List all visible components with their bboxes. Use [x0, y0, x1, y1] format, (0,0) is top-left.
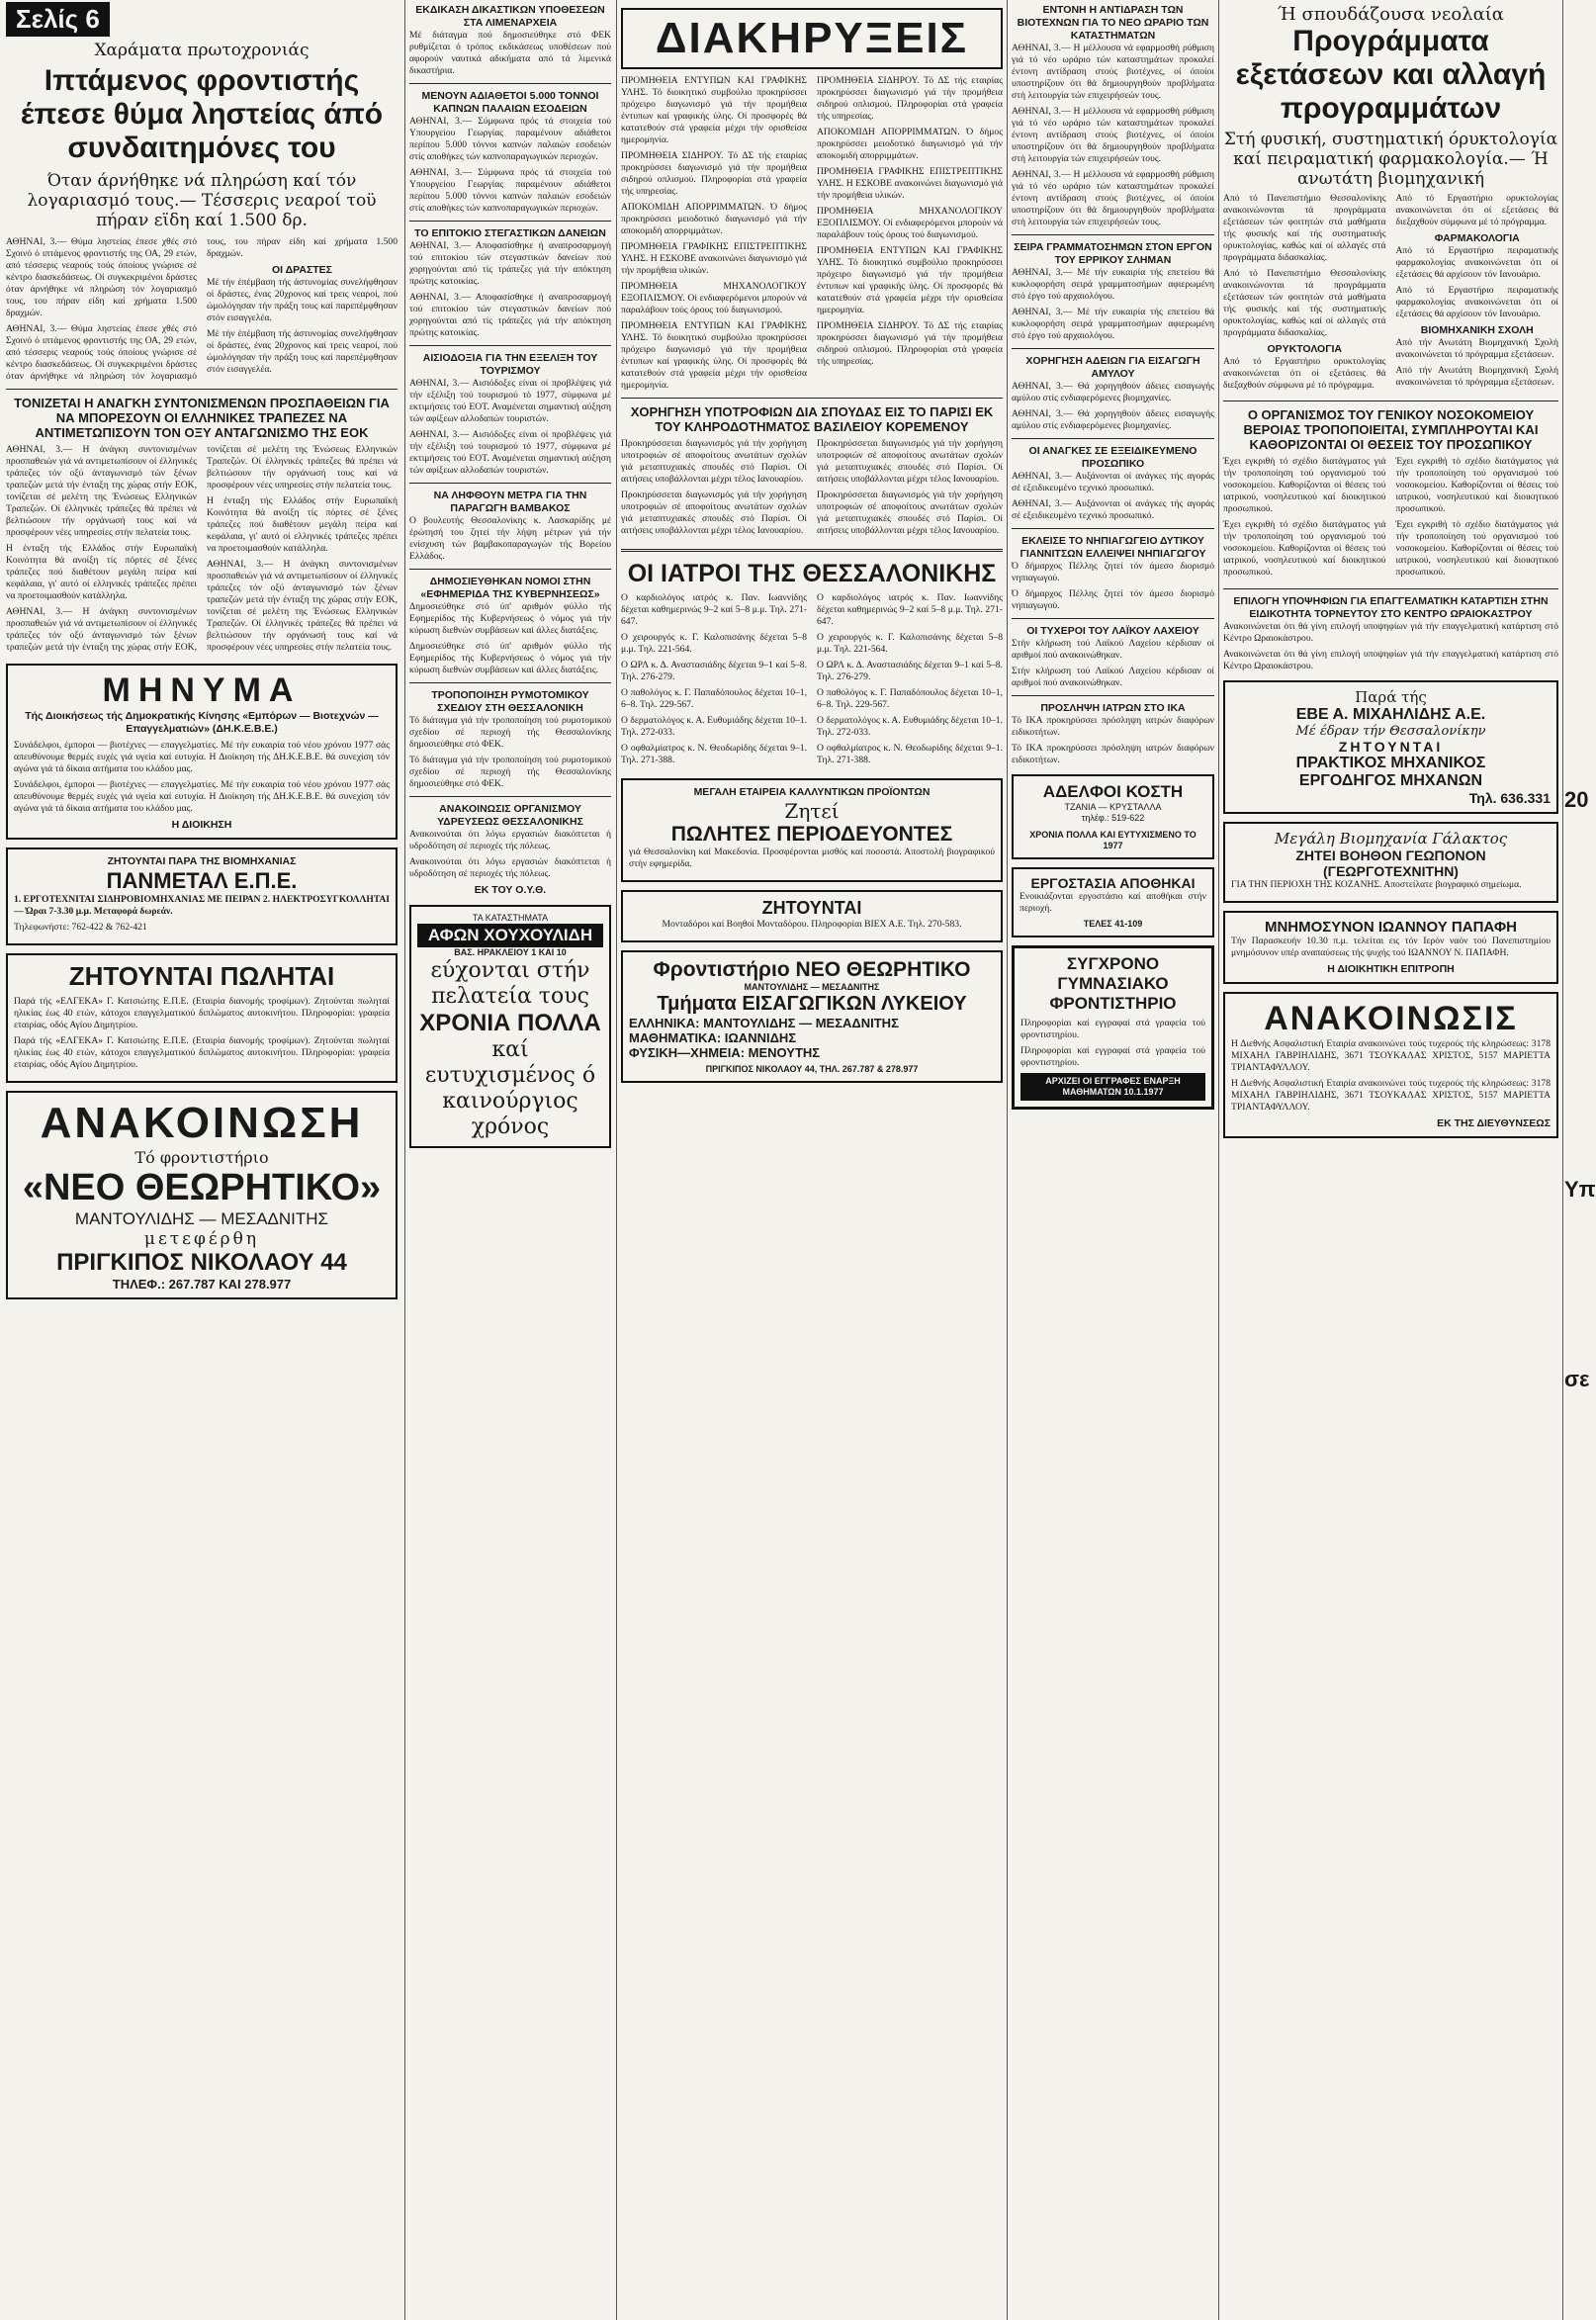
article-body: Από τό Εργαστήριο ορυκτολογίας ανακοινώνεται ότι οί εξετάσεις θά διεξαχθούν σύμφωνα μέ τό πρόγραμμα. [1395, 193, 1558, 227]
article-body: ΑΘΗΝΑΙ, 3.— Αυξάνονται οί ανάγκες τής αγοράς σέ εξειδικευμένο τεχνικό προσωπικό. [1012, 471, 1214, 493]
tender-item: ΠΡΟΜΗΘΕΙΑ ΕΝΤΥΠΩΝ ΚΑΙ ΓΡΑΦΙΚΗΣ ΥΛΗΣ. Τό διοικητικό συμβούλιο προκηρύσσει πρόχειρο διαγωνισμό γιά τήν προμήθεια έντυπων καί γραφικής ύλης. Οί προσφορές θά κατατεθούν στά γραφεία μέχρι τήν ορισθείσα ημερομηνία. [817, 245, 1003, 315]
ad-kosti [1012, 774, 1214, 859]
ad-body: 1. ΕΡΓΟΤΕΧΝΙΤΑΙ ΣΙΔΗΡΟΒΙΟΜΗΧΑΝΙΑΣ ΜΕ ΠΕΙΡΑΝ 2. ΗΛΕΚΤΡΟΣΥΓΚΟΛΛΗΤΑΙ — Ώραι 7-3.30 μ.μ. Μεταφορά δωρεάν. [14, 894, 390, 917]
ad-gymnasium [1012, 945, 1214, 1110]
article-body: ΑΘΗΝΑΙ, 3.— Θύμα ληστείας έπεσε χθές στό Σχοινό ό ιπτάμενος φροντιστής της ΟΑ, 29 ετών, από τέσσερις νεαρούς τούς όποίους γνώρισε σέ κέντρο διασκεδάσεως. Οί συγκεκριμένοι δράστες όταν άρνήθηκε νά πληρώση τόν λογαριασμό τους, του πήραν είδη καί χρήματα 1.500 δραχμών. [6, 236, 197, 318]
ad-line: ΦΥΣΙΚΗ—ΧΗΜΕΙΑ: ΜΕΝΟΥΤΗΣ [629, 1045, 821, 1060]
ad-signature: Η ΔΙΟΙΚΗΣΗ [171, 819, 232, 831]
article-body: ΑΘΗΝΑΙ, 3.— Αυξάνονται οί ανάγκες τής αγοράς σέ εξειδικευμένο τεχνικό προσωπικό. [1012, 498, 1214, 521]
tender-item: ΠΡΟΜΗΘΕΙΑ ΓΡΑΦΙΚΗΣ ΕΠΙΣΤΡΕΠΤΙΚΗΣ ΥΛΗΣ. Η ΕΣΚΟΒΕ ανακοινώνει διαγωνισμό γιά τήν προμήθεια υλικών. [621, 241, 807, 276]
doctor-listing: Ο ΩΡΛ κ. Δ. Αναστασιάδης δέχεται 9–1 καί 5–8. Τηλ. 276-279. [817, 660, 1003, 682]
ad-title: ΜΝΗΜΟΣΥΝΟΝ ΙΩΑΝΝΟΥ ΠΑΠΑΦΗ [1264, 918, 1517, 936]
article-body: Έχει εγκριθή τό σχέδιο διατάγματος γιά τήν τροποποίηση τού οργανισμού τού νοσοκομείου. Καθορίζονται οί θέσεις τού ιατρικού, νοσηλευτικού καί διοικητικού προσωπικού. [1395, 518, 1558, 578]
ad-name: ΖΗΤΕΙ ΒΟΗΘΟΝ ΓΕΩΠΟΝΟΝ (ΓΕΩΡΓΟΤΕΧΝΙΤΗΝ) [1295, 847, 1486, 879]
ad-heading: ΤΑ ΚΑΤΑΣΤΗΜΑΤΑ [472, 913, 549, 923]
ad-factory [1012, 867, 1214, 937]
doctor-listing: Ο καρδιολόγος ιατρός κ. Παν. Ιωαννίδης δέχεται καθημερινώς 9–2 καί 5–8 μ.μ. Τηλ. 271-647. [817, 592, 1003, 627]
ad-line: ΜΑΝΤΟΥΛΙΔΗΣ — ΜΕΣΑΔΝΙΤΗΣ [74, 1209, 329, 1228]
doctor-listing: Ο καρδιολόγος ιατρός κ. Παν. Ιωαννίδης δέχεται καθημερινώς 9–2 καί 5–8 μ.μ. Τηλ. 271-647. [621, 592, 807, 627]
headline: ΣΕΙΡΑ ΓΡΑΜΜΑΤΟΣΗΜΩΝ ΣΤΟΝ ΕΡΓΟΝ ΤΟΥ ΕΡΡΙΚΟΥ ΣΛΗΜΑΝ [1014, 241, 1212, 266]
ad-footer: ΠΡΙΓΚΙΠΟΣ ΝΙΚΟΛΑΟΥ 44, ΤΗΛ. 267.787 & 278.977 [705, 1064, 919, 1074]
subheading: ΦΑΡΜΑΚΟΛΟΓΙΑ [1434, 232, 1520, 244]
column-rule [616, 0, 617, 2320]
ad-job: ΕΡΓΟΔΗΓΟΣ ΜΗΧΑΝΩΝ [1298, 771, 1483, 789]
ad-address: ΠΡΙΓΚΙΠΟΣ ΝΙΚΟΛΑΟΥ 44 [56, 1249, 347, 1276]
ad-wish: ΧΡΟΝΙΑ ΠΟΛΛΑ ΚΑΙ ΕΥΤΥΧΙΣΜΕΝΟ ΤΟ 1977 [1029, 830, 1197, 850]
headline-hospital: Ο ΟΡΓΑΝΙΣΜΟΣ ΤΟΥ ΓΕΝΙΚΟΥ ΝΟΣΟΚΟΜΕΙΟΥ ΒΕΡΟΙΑΣ ΤΡΟΠΟΠΟΙΕΙΤΑΙ, ΣΥΜΠΛΗΡΟΥΤΑΙ ΚΑΙ ΚΑΘΟΡΙΖΟΝΤΑΙ ΟΙ ΘΕΣΕΙΣ ΤΟΥ ΠΡΟΣΩΠΙΚΟΥ [1243, 406, 1539, 452]
doctor-listing: Ο οφθαλμίατρος κ. Ν. Θεοδωρίδης δέχεται 9–1. Τηλ. 271-388. [817, 743, 1003, 765]
article-body: Προκηρύσσεται διαγωνισμός γιά τήν χορήγηση υποτροφιών σέ αποφοίτους ανωτάτων σχολών γιά μεταπτυχιακές σπουδές στό Παρίσι. Οί αιτήσεις υποβάλλονται μέχρι τέλος Ιανουαρίου. [817, 490, 1003, 536]
ad-footer: ΑΡΧΙΖΕΙ ΟΙ ΕΓΓΡΑΦΕΣ ΕΝΑΡΞΗ ΜΑΘΗΜΑΤΩΝ 10.1.1977 [1020, 1073, 1205, 1101]
ad-line: ΕΛΛΗΝΙΚΑ: ΜΑΝΤΟΥΛΙΔΗΣ — ΜΕΣΑΔΝΙΤΗΣ [629, 1016, 899, 1030]
ad-memorial [1223, 911, 1558, 984]
ad-cosmetics [621, 778, 1003, 882]
article-kicker: Ή σπουδάζουσα νεολαία [1278, 4, 1504, 25]
headline-robbery: Ιπτάμενος φροντιστής έπεσε θύμα ληστείας άπό συνδαιτημόνες του [20, 64, 384, 164]
ad-sub: ΜΑΝΤΟΥΛΙΔΗΣ — ΜΕΣΑΔΝΙΤΗΣ [744, 982, 880, 992]
headline: ΟΙ ΤΥΧΕΡΟΙ ΤΟΥ ΛΑΪΚΟΥ ΛΑΧΕΙΟΥ [1026, 625, 1199, 637]
ad-body: Τήν Παρασκευήν 10.30 π.μ. τελείται εις τόν Ιερόν ναόν τού Πανεπιστημίου μνημόσυνον υπέρ αναπαύσεως τής ψυχής τού ΙΩΑΝΝΟΥ Ν. ΠΑΠΑΦΗ. [1231, 935, 1551, 958]
tender-item: ΑΠΟΚΟΜΙΔΗ ΑΠΟΡΡΙΜΜΑΤΩΝ. Ό δήμος προκηρύσσει μειοδοτικό διαγωνισμό γιά τήν αποκομιδή απορριμμάτων. [817, 127, 1003, 161]
ad-montage [621, 890, 1003, 942]
article-body: Στήν κλήρωση τού Λαϊκού Λαχείου κέρδισαν οί αριθμοί πού ανακοινώθηκαν. [1012, 666, 1214, 688]
ad-phone: Τηλεφωνήστε: 762-422 & 762-421 [14, 922, 147, 933]
ad-wish: ΧΡΟΝΙΑ ΠΟΛΛΑ [419, 1010, 601, 1036]
ad-body: Ενοικιάζονται εργοστάσιο καί αποθήκαι στήν περιοχή. [1020, 891, 1206, 914]
tender-item: ΠΡΟΜΗΘΕΙΑ ΜΗΧΑΝΟΛΟΓΙΚΟΥ ΕΞΟΠΛΙΣΜΟΥ. Οί ενδιαφερόμενοι μπορούν νά παραλάβουν τούς όρους τού διαγωνισμού. [621, 281, 807, 315]
doctor-listing: Ο χειρουργός κ. Γ. Καλοπισάνης δέχεται 5–8 μ.μ. Τηλ. 221-564. [621, 632, 807, 655]
headline: ΑΝΑΚΟΙΝΩΣΙΣ ΟΡΓΑΝΙΣΜΟΥ ΥΔΡΕΥΣΕΩΣ ΘΕΣΣΑΛΟΝΙΚΗΣ [437, 803, 583, 828]
ad-company: ΕΒΕ Α. ΜΙΧΑΗΛΙΔΗΣ Α.Ε. [1295, 705, 1486, 723]
article-body: ΑΘΗΝΑΙ, 3.— Θύμα ληστείας έπεσε χθές στό Σχοινό ό ιπτάμενος φροντιστής της ΟΑ, 29 ετών, από τέσσερις νεαρούς τούς όποίους γνώρισε σέ κέντρο διασκεδάσεως. Οί συγκεκριμένοι δράστες όταν άρνήθηκε νά πληρώση τόν λογαριασμό τους, του πήραν είδη καί χρήματα 1.500 δραχμών. [6, 236, 398, 382]
tender-item: ΠΡΟΜΗΘΕΙΑ ΣΙΔΗΡΟΥ. Τό ΔΣ τής εταιρίας προκηρύσσει διαγωνισμό γιά τήν προμήθεια σιδηρού οπλισμού. Πληροφορίαι στά γραφεία τής υπηρεσίας. [817, 320, 1003, 367]
ad-wish2: καί ευτυχισμένος ό καινούργιος χρόνος [424, 1037, 596, 1139]
ad-sub: Ζητεί [784, 799, 840, 823]
ad-salesmen [6, 953, 398, 1083]
article-body: ΑΘΗΝΑΙ, 3.— Σύμφωνα πρός τά στοιχεία τού Υπουργείου Γεωργίας παραμένουν αδιάθετοι περίπου 5.000 τόννοι καπνών παλαιών εσοδειών στίς αποθήκες τών καπνοπαραγωγικών περιοχών. [409, 167, 611, 214]
ad-body: Μονταδόροι καί Βοηθοί Μονταδόρου. Πληροφορίαι ΒΙΕΧ Α.Ε. Τηλ. 270-583. [662, 919, 962, 930]
ad-body: Συνάδελφοι, έμποροι — βιοτέχνες — επαγγελματίες. Μέ τήν ευκαιρία τού νέου χρόνου 1977 σάς απευθύνουμε θερμές ευχές γιά υγεία καί ευτυχία. Η Διοίκηση τής ΔΗ.Κ.Ε.Β.Ε. θά συνεχίση τόν αγώνα γιά τά δίκαια αιτήματα του κλάδου μας. [14, 779, 390, 814]
article-body: ΑΘΗΝΑΙ, 3.— Η άνάγκη συντονισμένων προσπαθειών γιά νά αντιμετωπίσουν οί έλληνικές τράπεζες τόν οξύ άνταγωνισμό τών ξένων τραπεζών μετά τήν ένταξη της χώρας στήν ΕΟΚ, τονίζεται σέ μελέτη της Ένώσεως Ελληνικών Τραπεζών. Οί έλληνικές τράπεζες θά πρέπει νά βελτιώσουν τήν οργάνωσή τους καί νά προσφέρουν νέες υπηρεσίες στήν πελατεία τους. [207, 559, 398, 653]
ad-name: «ΝΕΟ ΘΕΩΡΗΤΙΚΟ» [22, 1167, 382, 1208]
headline: ΕΚΔΙΚΑΣΗ ΔΙΚΑΣΤΙΚΩΝ ΥΠΟΘΕΣΕΩΝ ΣΤΑ ΛΙΜΕΝΑΡΧΕΙΑ [415, 4, 605, 29]
ad-section: Τμήματα ΕΙΣΑΓΩΓΙΚΩΝ ΛΥΚΕΙΟΥ [657, 993, 967, 1015]
ad-title: ΑΝΑΚΟΙΝΩΣΗ [40, 1099, 364, 1147]
ad-subtitle: Τής Διοικήσεως τής Δημοκρατικής Κίνησης «Εμπόρων — Βιοτεχνών — Επαγγελματιών» (ΔΗ.Κ.Ε.Β.Ε.) [25, 710, 379, 735]
ad-sub: ΤΖΑΝΙΑ — ΚΡΥΣΤΑΛΛΑ [1064, 802, 1162, 812]
article-body: Τό ΙΚΑ προκηρύσσει πρόσληψη ιατρών διαφόρων ειδικοτήτων. [1012, 715, 1214, 738]
article-body: Μέ τήν έπέμβαση τής άστυνομίας συνελήφθησαν οί δράστες, ένας 20χρονος καί τρεις νεαροί, πού ώμολόγησαν τήν πράξη τους καί παρεπέμφθησαν στόν εισαγγελέα. [207, 277, 398, 323]
headline: ΝΑ ΛΗΦΘΟΥΝ ΜΕΤΡΑ ΓΙΑ ΤΗΝ ΠΑΡΑΓΩΓΗ ΒΑΜΒΑΚΟΣ [433, 490, 587, 514]
ad-title: ΕΡΓΟΣΤΑΣΙΑ ΑΠΟΘΗΚΑΙ [1030, 875, 1196, 891]
ad-line: Μέ έδραν τήν Θεσσαλονίκην [1295, 723, 1486, 739]
headline: ΤΡΟΠΟΠΟΙΗΣΗ ΡΥΜΟΤΟΜΙΚΟΥ ΣΧΕΔΙΟΥ ΣΤΗ ΘΕΣΣΑΛΟΝΙΚΗ [431, 689, 589, 714]
ad-body: γιά Θεσσαλονίκη καί Μακεδονία. Προσφέρονται μισθός καί ποσοστά. Αποστολή βιογραφικού στήν εφημερίδα. [629, 847, 995, 869]
doctor-listing: Ο παθολόγος κ. Γ. Παπαδόπουλος δέχεται 10–1, 6–8. Τηλ. 229-567. [817, 687, 1003, 710]
column-3 [621, 0, 1003, 2320]
column-rule [1218, 0, 1219, 2320]
headline-banks: ΤΟΝΙΖΕΤΑΙ Η ΑΝΑΓΚΗ ΣΥΝΤΟΝΙΣΜΕΝΩΝ ΠΡΟΣΠΑΘΕΙΩΝ ΓΙΑ ΝΑ ΜΠΟΡΕΣΟΥΝ ΟΙ ΕΛΛΗΝΙΚΕΣ ΤΡΑΠΕΖΕΣ ΝΑ ΑΝΤΙΜΕΤΩΠΙΣΟΥΝ ΤΟΝ ΟΞΥ ΑΝΤΑΓΩΝΙΣΜΟ ΤΗΣ ΕΟΚ [14, 396, 390, 440]
edge-fragment: σε [1564, 1367, 1590, 1391]
edge-fragment: 20 [1564, 787, 1589, 812]
article-body: Στήν κλήρωση τού Λαϊκού Λαχείου κέρδισαν οί αριθμοί πού ανακοινώθηκαν. [1012, 638, 1214, 661]
article-body: Έχει εγκριθή τό σχέδιο διατάγματος γιά τήν τροποποίηση τού οργανισμού τού νοσοκομείου. Καθορίζονται οί θέσεις τού ιατρικού, νοσηλευτικού καί διοικητικού προσωπικού. [1223, 455, 1386, 514]
article-body: Ανακοινώνεται ότι θά γίνη επιλογή υποψηφίων γιά τήν επαγγελματική κατάρτιση στό Κέντρο Ωραιοκάστρου. [1223, 620, 1558, 644]
doctor-listing: Ο δερματολόγος κ. Α. Ευθυμιάδης δέχεται 10–1. Τηλ. 272-033. [817, 715, 1003, 738]
ad-company: ΠΑΝΜΕΤΑΛ Ε.Π.Ε. [106, 868, 298, 893]
ad-line: μετεφέρθη [143, 1229, 260, 1249]
ad-phone: Τηλ. 636.331 [1468, 789, 1551, 806]
edge-fragment: Υπ [1564, 1177, 1596, 1202]
article-deck: Στή φυσική, συστηματική όρυκτολογία καί πειραματική φαρμακολογία.— Ή ανωτάτη βιομηχανική [1223, 130, 1558, 189]
article-body: Τό ΙΚΑ προκηρύσσει πρόσληψη ιατρών διαφόρων ειδικοτήτων. [1012, 743, 1214, 765]
article-body: Δημοσιεύθηκε στό ύπ' αριθμόν φύλλο τής Εφημερίδος τής Κυβερνήσεως ό νόμος γιά τήν κύρωση διεθνών συμβάσεων καί άλλες διατάξεις. [409, 641, 611, 675]
article-body: ΑΘΗΝΑΙ, 3.— Η μέλλουσα νά εφαρμοσθή ρύθμιση γιά τό νέο ωράριο τών καταστημάτων προκαλεί έντονη αντίδραση στούς βιοτέχνες, οί όποίοι υποστηρίζουν ότι θά δημιουργηθούν προβλήματα στή λειτουργία τών επιχειρήσεών τους. [1012, 106, 1214, 164]
subheading: ΟΡΥΚΤΟΛΟΓΙΑ [1267, 343, 1343, 355]
article-body: Έχει εγκριθή τό σχέδιο διατάγματος γιά τήν τροποποίηση τού οργανισμού τού νοσοκομείου. Καθορίζονται οί θέσεις τού ιατρικού, νοσηλευτικού καί διοικητικού προσωπικού. [1223, 518, 1386, 578]
ad-body: Παρά τής «ΕΛΓΕΚΑ» Γ. Κατσιώτης Ε.Π.Ε. (Εταιρία διανομής τροφίμων). Ζητούνται πωληταί ηλικίας έως 40 ετών, κάτοχοι επαγγελματικού διπλώματος αυτοκινήτου. Πληροφορίαι: γραφεία εταιρίας, οδός Αγίου Δημητρίου. [14, 996, 390, 1030]
article-body: Ανακοινούται ότι λόγω εργασιών διακόπτεται ή υδροδότηση σέ περιοχές τής πόλεως. [409, 856, 611, 879]
article-body: Ανακοινώνεται ότι θά γίνη επιλογή υποψηφίων γιά τήν επαγγελματική κατάρτιση στό Κέντρο Ωραιοκάστρου. [1223, 648, 1558, 671]
headline-lathe: ΕΠΙΛΟΓΗ ΥΠΟΨΗΦΙΩΝ ΓΙΑ ΕΠΑΓΓΕΛΜΑΤΙΚΗ ΚΑΤΑΡΤΙΣΗ ΣΤΗΝ ΕΙΔΙΚΟΤΗΤΑ ΤΟΡΝΕΥΤΟΥ ΣΤΟ ΚΕΝΤΡΟ ΩΡΑΙΟΚΑΣΤΡΟΥ [1233, 594, 1549, 620]
ad-announcements [1223, 992, 1558, 1138]
ad-heading: ΜΕΓΑΛΗ ΕΤΑΙΡΕΙΑ ΚΑΛΛΥΝΤΙΚΩΝ ΠΡΟΪΟΝΤΩΝ [693, 786, 931, 798]
column-left [6, 0, 398, 2320]
ad-phone: τηλέφ.: 519-622 [1081, 813, 1145, 823]
ad-body: Η Διεθνής Ασφαλιστική Εταιρία ανακοινώνει τούς τυχερούς τής κληρώσεως: 3178 ΜΙΧΑΗΛ ΓΑΒΡΙΗΛΙΔΗΣ, 3671 ΤΣΟΥΚΑΛΑΣ ΧΡΙΣΤΟΣ, 5157 ΜΑΡΙΕΤΤΑ ΤΡΙΑΝΤΑΦΥΛΛΟΥ. [1231, 1077, 1551, 1113]
ad-signature: ΕΚ ΤΗΣ ΔΙΕΥΘΥΝΣΕΩΣ [1437, 1116, 1551, 1129]
ad-frontistirio [6, 1091, 398, 1299]
ad-line: Παρά τής [1355, 687, 1427, 706]
doctor-listing: Ο δερματολόγος κ. Α. Ευθυμιάδης δέχεται 10–1. Τηλ. 272-033. [621, 715, 807, 738]
ad-title: ΖΗΤΟΥΝΤΑΙ [761, 898, 862, 918]
section-title-doctors: ΟΙ ΙΑΤΡΟΙ ΤΗΣ ΘΕΣΣΑΛΟΝΙΚΗΣ [627, 560, 997, 587]
ad-stores [409, 905, 611, 1148]
article-body: Ο βουλευτής Θεσσαλονίκης κ. Λασκαρίδης μέ έρώτησή του ζητεί τήν λήψη μέτρων γιά τήν ενίσχυση τών βαμβακοπαραγωγών τής Βορείου Ελλάδος. [409, 515, 611, 562]
article-body: Προκηρύσσεται διαγωνισμός γιά τήν χορήγηση υποτροφιών σέ αποφοίτους ανωτάτων σχολών γιά μεταπτυχιακές σπουδές στό Παρίσι. Οί αιτήσεις υποβάλλονται μέχρι τέλος Ιανουαρίου. [621, 490, 807, 536]
article-body: ΑΘΗΝΑΙ, 3.— Αισιόδοξες είναι οί προβλέψεις γιά τήν εξέλιξη τού τουρισμού τό 1977, σύμφωνα μέ εκτιμήσεις τού ΕΟΤ. Αναμένεται σημαντική αύξηση τών αφίξεων αλλοδαπών τουριστών. [409, 378, 611, 424]
column-5 [1223, 0, 1558, 2320]
ad-address: ΒΑΣ. ΗΡΑΚΛΕΙΟΥ 1 ΚΑΙ 10 [454, 947, 567, 957]
article-deck: Όταν άρνήθηκε νά πληρώση καί τόν λογαριασμό τους.— Τέσσερις νεαροί τοϋ πήραν εϊδη καί 1.500 δρ. [27, 171, 377, 230]
column-rule [1562, 0, 1563, 2320]
article-body: Από τό Πανεπιστήμιο Θεσσαλονίκης ανακοινώνονται τά προγράμματα εξετάσεων τών φοιτητών στά μαθήματα τής φυσικής καί τής συστηματικής ορυκτολογίας, καθώς καί οί αλλαγές στά προγράμματα διδασκαλίας. [1223, 268, 1386, 338]
ad-title: ΣΥΓΧΡΟΝΟ ΓΥΜΝΑΣΙΑΚΟ ΦΡΟΝΤΙΣΤΗΡΙΟ [1049, 954, 1177, 1013]
subheading: ΒΙΟΜΗΧΑΝΙΚΗ ΣΧΟΛΗ [1420, 324, 1534, 336]
adjacent-page-edge [1564, 0, 1596, 2320]
article-body: Προκηρύσσεται διαγωνισμός γιά τήν χορήγηση υποτροφιών σέ αποφοίτους ανωτάτων σχολών γιά μεταπτυχιακές σπουδές στό Παρίσι. Οί αιτήσεις υποβάλλονται μέχρι τέλος Ιανουαρίου. [817, 438, 1003, 485]
ad-line: Τό φροντιστήριο [134, 1148, 269, 1167]
headline: ΠΡΟΣΛΗΨΗ ΙΑΤΡΩΝ ΣΤΟ ΙΚΑ [1040, 702, 1186, 714]
headline: ΔΗΜΟΣΙΕΥΘΗΚΑΝ ΝΟΜΟΙ ΣΤΗΝ «ΕΦΗΜΕΡΙΔΑ ΤΗΣ ΚΥΒΕΡΝΗΣΕΩΣ» [420, 576, 600, 600]
headline: ΕΝΤΟΝΗ Η ΑΝΤΙΔΡΑΣΗ ΤΩΝ ΒΙΟΤΕΧΝΩΝ ΓΙΑ ΤΟ ΝΕΟ ΩΡΑΡΙΟ ΤΩΝ ΚΑΤΑΣΤΗΜΑΤΩΝ [1017, 4, 1209, 42]
ad-name: ΑΔΕΛΦΟΙ ΚΟΣΤΗ [1042, 782, 1184, 801]
headline-exams: Προγράμματα εξετάσεων και αλλαγή προγραμμάτων [1235, 25, 1547, 125]
article-body: Δημοσιεύθηκε στό ύπ' αριθμόν φύλλο τής Εφημερίδος τής Κυβερνήσεως ό νόμος γιά τήν κύρωση διεθνών συμβάσεων καί άλλες διατάξεις. [409, 601, 611, 636]
article-body: Η ένταξη τής Ελλάδος στήν Ευρωπαϊκή Κοινότητα θά ανοίξη τίς πόρτες σέ ξένες τράπεζες πού διαθέτουν μεγάλη πείρα καί κεφάλαια, γι' αυτό οί ελληνικές τράπεζες πρέπει να προετοιμασθούν κατάλληλα. [6, 543, 197, 601]
article-body: ΑΘΗΝΑΙ, 3.— Μέ τήν ευκαιρία τής επετείου θά κυκλοφορήση σειρά γραμματοσήμων αφιερωμένη στό έργο τού αρχαιολόγου. [1012, 267, 1214, 302]
article-body: Μέ τήν έπέμβαση τής άστυνομίας συνελήφθησαν οί δράστες, ένας 20χρονος καί τρεις νεαροί, πού ώμολόγησαν τήν πράξη τους καί παρεπέμφθησαν στόν εισαγγελέα. [207, 328, 398, 375]
doctor-listing: Ο παθολόγος κ. Γ. Παπαδόπουλος δέχεται 10–1, 6–8. Τηλ. 229-567. [621, 687, 807, 710]
ad-panmetal [6, 848, 398, 945]
tender-item: ΑΠΟΚΟΜΙΔΗ ΑΠΟΡΡΙΜΜΑΤΩΝ. Ό δήμος προκηρύσσει μειοδοτικό διαγωνισμό γιά τήν αποκομιδή απορριμμάτων. [621, 202, 807, 236]
ad-message [6, 664, 398, 840]
ad-body: Συνάδελφοι, έμποροι — βιοτέχνες — επαγγελματίες. Μέ τήν ευκαιρία τού νέου χρόνου 1977 σάς απευθύνουμε θερμές ευχές γιά υγεία καί ευτυχία. Η Διοίκηση τής ΔΗ.Κ.Ε.Β.Ε. θά συνεχίση τόν αγώνα γιά τά δίκαια αιτήματα του κλάδου μας. [14, 740, 390, 774]
signature: ΕΚ ΤΟΥ Ο.Υ.Θ. [474, 884, 547, 896]
ad-job: ΠΡΑΚΤΙΚΟΣ ΜΗΧΑΝΙΚΟΣ [1295, 754, 1486, 771]
headline: ΤΟ ΕΠΙΤΟΚΙΟ ΣΤΕΓΑΣΤΙΚΩΝ ΔΑΝΕΙΩΝ [414, 227, 606, 239]
article-body: Ανακοινούται ότι λόγω εργασιών διακόπτεται ή υδροδότηση σέ περιοχές τής πόλεως. [409, 829, 611, 851]
article-body: ΑΘΗΝΑΙ, 3.— Αισιόδοξες είναι οί προβλέψεις γιά τήν εξέλιξη τού τουρισμού τό 1977, σύμφωνα μέ εκτιμήσεις τού ΕΟΤ. Αναμένεται σημαντική αύξηση τών αφίξεων αλλοδαπών τουριστών. [409, 429, 611, 476]
article-body: ΑΘΗΝΑΙ, 3.— Θά χορηγηθούν άδειες εισαγωγής αμύλου στίς ενδιαφερόμενες βιομηχανίες. [1012, 408, 1214, 431]
article-body: Έχει εγκριθή τό σχέδιο διατάγματος γιά τήν τροποποίηση τού οργανισμού τού νοσοκομείου. Καθορίζονται οί θέσεις τού ιατρικού, νοσηλευτικού καί διοικητικού προσωπικού. [1395, 455, 1558, 514]
article-body: ΑΘΗΝΑΙ, 3.— Η μέλλουσα νά εφαρμοσθή ρύθμιση γιά τό νέο ωράριο τών καταστημάτων προκαλεί έντονη αντίδραση στούς βιοτέχνες, οί όποίοι υποστηρίζουν ότι θά δημιουργηθούν προβλήματα στή λειτουργία τών επιχειρήσεών τους. [1012, 169, 1214, 227]
headline-scholarships: ΧΟΡΗΓΗΣΗ ΥΠΟΤΡΟΦΙΩΝ ΔΙΑ ΣΠΟΥΔΑΣ ΕΙΣ ΤΟ ΠΑΡΙΣΙ ΕΚ ΤΟΥ ΚΛΗΡΟΔΟΤΗΜΑΤΟΣ ΒΑΣΙΛΕΙΟΥ ΚΟΡΕΜΕΝΟΥ [630, 404, 994, 434]
ad-line: ΜΑΘΗΜΑΤΙΚΑ: ΙΩΑΝΝΙΔΗΣ [629, 1030, 797, 1045]
tender-item: ΠΡΟΜΗΘΕΙΑ ΕΝΤΥΠΩΝ ΚΑΙ ΓΡΑΦΙΚΗΣ ΥΛΗΣ. Τό διοικητικό συμβούλιο προκηρύσσει πρόχειρο διαγωνισμό γιά τήν προμήθεια έντυπων καί γραφικής ύλης. Οί προσφορές θά κατατεθούν στά γραφεία μέχρι τήν ορισθείσα ημερομηνία. [621, 75, 807, 145]
doctor-listing: Ο ΩΡΛ κ. Δ. Αναστασιάδης δέχεται 9–1 καί 5–8. Τηλ. 276-279. [621, 660, 807, 682]
article-body: ΑΘΗΝΑΙ, 3.— Αποφασίσθηκε ή αναπροσαρμογή τού επιτοκίου τών στεγαστικών δανείων πού χορηγούνται από τίς τράπεζες γιά τήν απόκτηση πρώτης κατοικίας. [409, 240, 611, 287]
article-body: Μέ διάταγμα πού δημοσιεύθηκε στό ΦΕΚ ρυθμίζεται ό τρόπος εκδικάσεως υποθέσεων πού αφορούν ναυτικά αδικήματα από τά λιμενικά δικαστήρια. [409, 30, 611, 76]
ad-body: εύχονται στήν πελατεία τους [430, 958, 590, 1009]
article-body: Από τό Εργαστήριο ορυκτολογίας ανακοινώνεται ότι οί εξετάσεις θά διεξαχθούν σύμφωνα μέ τό πρόγραμμα. [1223, 356, 1386, 391]
article-body: Τό διάταγμα γιά τήν τροποποίηση τού ρυμοτομικού σχεδίου σέ περιοχή τής Θεσσαλονίκης δημοσιεύθηκε στό ΦΕΚ. [409, 715, 611, 750]
headline: ΟΙ ΑΝΑΓΚΕΣ ΣΕ ΕΞΕΙΔΙΚΕΥΜΕΝΟ ΠΡΟΣΩΠΙΚΟ [1028, 445, 1197, 470]
article-body: Από τήν Ανωτάτη Βιομηχανική Σχολή ανακοινώνεται τό πρόγραμμα εξετάσεων. [1395, 337, 1558, 360]
ad-line: ΖΗΤΟΥΝΤΑΙ [1338, 738, 1444, 755]
ad-title: Φροντιστήριο ΝΕΟ ΘΕΩΡΗΤΙΚΟ [653, 958, 971, 981]
article-body: ΑΘΗΝΑΙ, 3.— Μέ τήν ευκαιρία τής επετείου θά κυκλοφορήση σειρά γραμματοσήμων αφιερωμένη στό έργο τού αρχαιολόγου. [1012, 307, 1214, 341]
ad-body: ΓΙΑ ΤΗΝ ΠΕΡΙΟΧΗ ΤΗΣ ΚΟΖΑΝΗΣ. Αποστείλατε βιογραφικό σημείωμα. [1231, 878, 1522, 890]
section-title-tenders: ΔΙΑΚΗΡΥΞΕΙΣ [621, 8, 1003, 69]
ad-body: Πληροφορίαι καί εγγραφαί στά γραφεία τού φροντιστηρίου. [1020, 1018, 1205, 1040]
article-body: ΑΘΗΝΑΙ, 3.— Η μέλλουσα νά εφαρμοσθή ρύθμιση γιά τό νέο ωράριο τών καταστημάτων προκαλεί έντονη αντίδραση στούς βιοτέχνες, οί όποίοι υποστηρίζουν ότι θά δημιουργηθούν προβλήματα στή λειτουργία τών επιχειρήσεών τους. [1012, 43, 1214, 101]
ad-heading: ΖΗΤΟΥΝΤΑΙ ΠΑΡΑ ΤΗΣ ΒΙΟΜΗΧΑΝΙΑΣ [107, 855, 297, 867]
doctor-listing: Ο χειρουργός κ. Γ. Καλοπισάνης δέχεται 5–8 μ.μ. Τηλ. 221-564. [817, 632, 1003, 655]
article-body: ΑΘΗΝΑΙ, 3.— Σύμφωνα πρός τά στοιχεία τού Υπουργείου Γεωργίας παραμένουν αδιάθετοι περίπου 5.000 τόννοι καπνών παλαιών εσοδειών στίς αποθήκες τών καπνοπαραγωγικών περιοχών. [409, 116, 611, 162]
ad-michailidis [1223, 680, 1558, 814]
article-body: Τό διάταγμα γιά τήν τροποποίηση τού ρυμοτομικού σχεδίου σέ περιοχή τής Θεσσαλονίκης δημοσιεύθηκε στό ΦΕΚ. [409, 755, 611, 789]
ad-body: Παρά τής «ΕΛΓΕΚΑ» Γ. Κατσιώτης Ε.Π.Ε. (Εταιρία διανομής τροφίμων). Ζητούνται πωληταί ηλικίας έως 40 ετών, κάτοχοι επαγγελματικού διπλώματος αυτοκινήτου. Πληροφορίαι: γραφεία εταιρίας, οδός Αγίου Δημητρίου. [14, 1035, 390, 1070]
column-rule [1007, 0, 1008, 2320]
article-body: Από τό Εργαστήριο πειραματικής φαρμακολογίας ανακοινώνεται ότι οί εξετάσεις θά αρχίσουν τόν Ιανουάριο. [1395, 245, 1558, 280]
ad-body: Η Διεθνής Ασφαλιστική Εταιρία ανακοινώνει τούς τυχερούς τής κληρώσεως: 3178 ΜΙΧΑΗΛ ΓΑΒΡΙΗΛΙΔΗΣ, 3671 ΤΣΟΥΚΑΛΑΣ ΧΡΙΣΤΟΣ, 5157 ΜΑΡΙΕΤΤΑ ΤΡΙΑΝΤΑΦΥΛΛΟΥ. [1231, 1037, 1551, 1073]
page-number-label: Σελίς 6 [6, 2, 110, 37]
article-body: Από τήν Ανωτάτη Βιομηχανική Σχολή ανακοινώνεται τό πρόγραμμα εξετάσεων. [1395, 365, 1558, 388]
subheading: ΟΙ ΔΡΑΣΤΕΣ [272, 264, 332, 276]
column-2 [409, 0, 611, 2320]
ad-dairy [1223, 822, 1558, 903]
tender-item: ΠΡΟΜΗΘΕΙΑ ΣΙΔΗΡΟΥ. Τό ΔΣ τής εταιρίας προκηρύσσει διαγωνισμό γιά τήν προμήθεια σιδηρού οπλισμού. Πληροφορίαι στά γραφεία τής υπηρεσίας. [621, 150, 807, 197]
tender-item: ΠΡΟΜΗΘΕΙΑ ΕΝΤΥΠΩΝ ΚΑΙ ΓΡΑΦΙΚΗΣ ΥΛΗΣ. Τό διοικητικό συμβούλιο προκηρύσσει πρόχειρο διαγωνισμό γιά τήν προμήθεια έντυπων καί γραφικής ύλης. Οί προσφορές θά κατατεθούν στά γραφεία μέχρι τήν ορισθείσα ημερομηνία. [621, 320, 807, 391]
ad-name: ΠΩΛΗΤΕΣ ΠΕΡΙΟΔΕΥΟΝΤΕΣ [670, 823, 953, 846]
headline: ΧΟΡΗΓΗΣΗ ΑΔΕΙΩΝ ΓΙΑ ΕΙΣΑΓΩΓΗ ΑΜΥΛΟΥ [1025, 355, 1200, 380]
article-body: Προκηρύσσεται διαγωνισμός γιά τήν χορήγηση υποτροφιών σέ αποφοίτους ανωτάτων σχολών γιά μεταπτυχιακές σπουδές στό Παρίσι. Οί αιτήσεις υποβάλλονται μέχρι τέλος Ιανουαρίου. [621, 438, 807, 485]
doctor-listing: Ο οφθαλμίατρος κ. Ν. Θεοδωρίδης δέχεται 9–1. Τηλ. 271-388. [621, 743, 807, 765]
ad-body: Πληροφορίαι καί εγγραφαί στά γραφεία τού φροντιστηρίου. [1020, 1045, 1205, 1068]
article-body: Από τό Εργαστήριο πειραματικής φαρμακολογίας ανακοινώνεται ότι οί εξετάσεις θά αρχίσουν τόν Ιανουάριο. [1395, 285, 1558, 319]
ad-title: ΜΗΝΥΜΑ [102, 671, 302, 709]
ad-title: ΖΗΤΟΥΝΤΑΙ ΠΩΛΗΤΑΙ [68, 961, 335, 991]
ad-signature: Η ΔΙΟΙΚΗΤΙΚΗ ΕΠΙΤΡΟΠΗ [1327, 962, 1455, 975]
ad-phone: ΤΗΛΕΦ.: 267.787 ΚΑΙ 278.977 [112, 1277, 292, 1292]
article-body: ΑΘΗΝΑΙ, 3.— Θά χορηγηθούν άδειες εισαγωγής αμύλου στίς ενδιαφερόμενες βιομηχανίες. [1012, 381, 1214, 403]
headline: ΑΙΣΙΟΔΟΞΙΑ ΓΙΑ ΤΗΝ ΕΞΕΛΙΞΗ ΤΟΥ ΤΟΥΡΙΣΜΟΥ [422, 352, 598, 377]
tender-item: ΠΡΟΜΗΘΕΙΑ ΓΡΑΦΙΚΗΣ ΕΠΙΣΤΡΕΠΤΙΚΗΣ ΥΛΗΣ. Η ΕΣΚΟΒΕ ανακοινώνει διαγωνισμό γιά τήν προμήθεια υλικών. [817, 166, 1003, 201]
headline: ΕΚΛΕΙΣΕ ΤΟ ΝΗΠΙΑΓΩΓΕΙΟ ΔΥΤΙΚΟΥ ΓΙΑΝΝΙΤΣΩΝ ΕΛΛΕΙΨΕΙ ΝΗΠΙΑΓΩΓΟΥ [1020, 535, 1206, 560]
ad-heading: Μεγάλη Βιομηχανία Γάλακτος [1274, 829, 1508, 848]
article-body: ΑΘΗΝΑΙ, 3.— Η άνάγκη συντονισμένων προσπαθειών γιά νά αντιμετωπίσουν οί έλληνικές τράπεζες τόν οξύ άνταγωνισμό τών ξένων τραπεζών μετά τήν ένταξη της χώρας στήν ΕΟΚ, τονίζεται σέ μελέτη της Ένώσεως Ελληνικών Τραπεζών. Οί έλληνικές τράπεζες θά πρέπει νά βελτιώσουν τήν οργάνωσή τους καί νά προσφέρουν νέες υπηρεσίες στήν πελατεία τους. [6, 444, 197, 538]
article-body: Ό δήμαρχος Πέλλης ζητεί τόν άμεσο διορισμό νηπιαγωγού. [1012, 588, 1214, 611]
tender-item: ΠΡΟΜΗΘΕΙΑ ΣΙΔΗΡΟΥ. Τό ΔΣ τής εταιρίας προκηρύσσει διαγωνισμό γιά τήν προμήθεια σιδηρού οπλισμού. Πληροφορίαι στά γραφεία τής υπηρεσίας. [817, 75, 1003, 122]
column-4 [1012, 0, 1214, 2320]
ad-phone: ΤΕΛΕΣ 41-109 [1083, 919, 1143, 929]
ad-title: ΑΝΑΚΟΙΝΩΣΙΣ [1264, 999, 1518, 1037]
column-rule [404, 0, 405, 2320]
article-body: ΑΘΗΝΑΙ, 3.— Η άνάγκη συντονισμένων προσπαθειών γιά νά αντιμετωπίσουν οί έλληνικές τράπεζες τόν οξύ άνταγωνισμό τών ξένων τραπεζών μετά τήν ένταξη της χώρας στήν ΕΟΚ, τονίζεται σέ μελέτη της Ένώσεως Ελληνικών Τραπεζών. Οί έλληνικές τράπεζες θά πρέπει νά βελτιώσουν τήν οργάνωσή τους καί νά προσφέρουν νέες υπηρεσίες στήν πελατεία τους. [6, 444, 398, 653]
article-body: Ό δήμαρχος Πέλλης ζητεί τόν άμεσο διορισμό νηπιαγωγού. [1012, 561, 1214, 583]
article-body: ΑΘΗΝΑΙ, 3.— Αποφασίσθηκε ή αναπροσαρμογή τού επιτοκίου τών στεγαστικών δανείων πού χορηγούνται από τίς τράπεζες γιά τήν απόκτηση πρώτης κατοικίας. [409, 292, 611, 338]
ad-name: ΑΦΩΝ ΧΟΥΧΟΥΛΙΔΗ [417, 924, 603, 947]
headline: ΜΕΝΟΥΝ ΑΔΙΑΘΕΤΟΙ 5.000 ΤΟΝΝΟΙ ΚΑΠΝΩΝ ΠΑΛΑΙΩΝ ΕΣΟΔΕΙΩΝ [421, 90, 599, 115]
tender-item: ΠΡΟΜΗΘΕΙΑ ΜΗΧΑΝΟΛΟΓΙΚΟΥ ΕΞΟΠΛΙΣΜΟΥ. Οί ενδιαφερόμενοι μπορούν νά παραλάβουν τούς όρους τού διαγωνισμού. [817, 206, 1003, 240]
ad-frontistirio-2 [621, 950, 1003, 1083]
article-body: Η ένταξη τής Ελλάδος στήν Ευρωπαϊκή Κοινότητα θά ανοίξη τίς πόρτες σέ ξένες τράπεζες πού διαθέτουν μεγάλη πείρα καί κεφάλαια, γι' αυτό οί ελληνικές τράπεζες πρέπει να προετοιμασθούν κατάλληλα. [207, 495, 398, 554]
article-body: Από τό Πανεπιστήμιο Θεσσαλονίκης ανακοινώνονται τά προγράμματα εξετάσεων τών φοιτητών στά μαθήματα τής φυσικής καί τής συστηματικής ορυκτολογίας, καθώς καί οί αλλαγές στά προγράμματα διδασκαλίας. [1223, 193, 1386, 263]
article-kicker: Χαράματα πρωτοχρονιάς [94, 41, 310, 60]
